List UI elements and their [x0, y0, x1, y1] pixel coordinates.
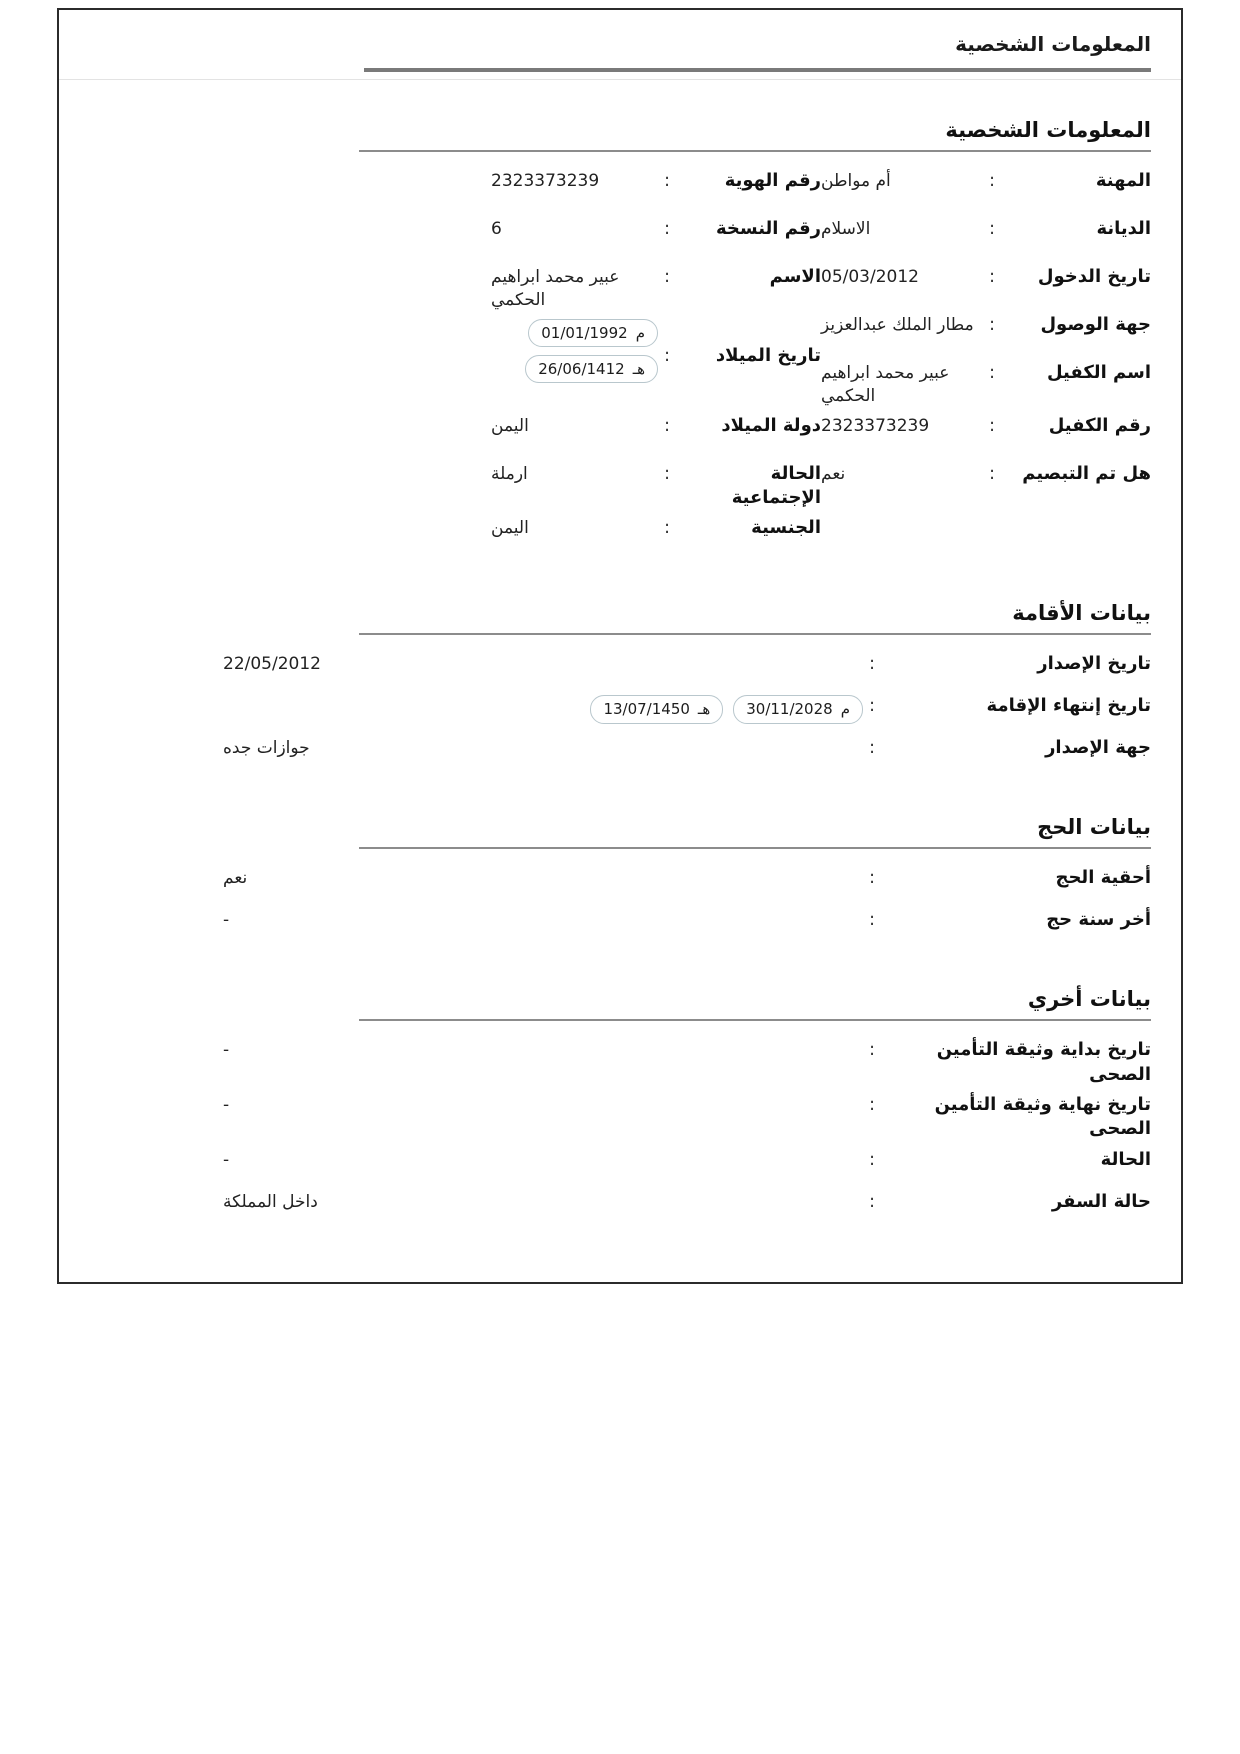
field-issue-date — [89, 649, 1151, 691]
birth-date-gregorian-chip — [528, 319, 658, 347]
field-birth-date — [491, 315, 821, 411]
field-value-marital-status: ارملة — [491, 463, 528, 484]
residency-expiry-hijri-tag: هـ — [697, 700, 711, 719]
section-hajj — [89, 815, 1151, 947]
field-religion — [821, 214, 1151, 262]
field-colon: : — [988, 218, 996, 239]
document-header — [59, 10, 1181, 80]
document-sheet — [57, 8, 1183, 1284]
field-label-arrival-point: جهة الوصول — [1040, 314, 1151, 335]
field-label-residency-expiry: تاريخ إنتهاء الإقامة — [986, 695, 1151, 717]
field-entry-date — [821, 262, 1151, 310]
field-issue-place — [89, 733, 1151, 775]
field-value-residency-expiry — [223, 694, 863, 723]
field-colon: : — [868, 695, 876, 717]
field-label-nationality: الجنسية — [751, 517, 821, 539]
field-occupation — [821, 166, 1151, 214]
field-colon: : — [988, 414, 996, 436]
field-colon: : — [868, 909, 876, 931]
birth-date-gregorian-value: 01/01/1992 — [541, 323, 628, 342]
personal-column-three — [821, 166, 1151, 561]
residency-expiry-hijri-chip — [590, 695, 723, 723]
field-value-occupation: أم مواطن — [821, 171, 891, 191]
birth-date-chips — [491, 319, 658, 384]
field-insurance-start — [89, 1035, 1151, 1090]
field-label-insurance-start: تاريخ بداية وثيقة التأمين الصحى — [936, 1039, 1151, 1085]
personal-fields-grid — [89, 166, 1151, 561]
header-title: المعلومات الشخصية — [955, 32, 1151, 56]
field-colon: : — [988, 314, 996, 335]
field-label-fingerprinted: هل تم التبصيم — [1022, 462, 1151, 484]
field-label-status: الحالة — [1100, 1148, 1151, 1170]
spacer — [89, 561, 1151, 595]
birth-date-hijri-chip — [525, 355, 658, 383]
section-other — [89, 987, 1151, 1228]
residency-expiry-gregorian-value: 30/11/2028 — [746, 700, 833, 719]
field-label-birth-country: دولة الميلاد — [721, 414, 821, 436]
field-insurance-end — [89, 1090, 1151, 1145]
section-title-hajj: بيانات الحج — [1037, 815, 1151, 840]
field-colon: : — [868, 1039, 876, 1061]
field-value-issue-place: جوازات جده — [223, 738, 310, 759]
field-label-insurance-end: تاريخ نهاية وثيقة التأمين الصحى — [934, 1094, 1151, 1140]
section-title-other: بيانات أخري — [1027, 987, 1151, 1012]
header-divider — [364, 68, 1151, 72]
field-arrival-point — [821, 310, 1151, 358]
field-colon: : — [663, 266, 671, 287]
field-colon: : — [988, 170, 996, 191]
birth-date-gregorian-tag: م — [635, 323, 645, 342]
field-label-sponsor-number: رقم الكفيل — [1048, 414, 1151, 436]
field-value-hajj-last-year: - — [223, 910, 230, 931]
field-value-status: - — [223, 1149, 230, 1170]
field-value-insurance-end: - — [223, 1095, 230, 1116]
field-label-hajj-eligibility: أحقية الحج — [1055, 867, 1151, 889]
section-divider-personal — [359, 150, 1151, 152]
field-status — [89, 1145, 1151, 1187]
field-colon: : — [988, 266, 996, 287]
field-label-travel-status: حالة السفر — [1051, 1190, 1151, 1212]
field-value-nationality: اليمن — [491, 518, 529, 539]
spacer — [89, 775, 1151, 809]
field-sponsor-number — [821, 411, 1151, 459]
field-label-birth-date: تاريخ الميلاد — [715, 344, 821, 366]
field-birth-country — [491, 411, 821, 459]
field-colon: : — [988, 362, 996, 383]
residency-expiry-gregorian-chip — [733, 695, 863, 723]
spacer — [89, 947, 1151, 981]
field-value-fingerprinted: نعم — [821, 463, 846, 484]
field-value-sponsor-number: 2323373239 — [821, 415, 930, 436]
field-label-religion: الديانة — [1096, 218, 1151, 239]
field-label-entry-date: تاريخ الدخول — [1037, 266, 1151, 287]
field-label-occupation: المهنة — [1095, 170, 1151, 191]
field-colon: : — [868, 653, 876, 675]
personal-column-two — [491, 166, 821, 561]
birth-date-hijri-tag: هـ — [632, 360, 645, 379]
residency-expiry-chips — [223, 695, 863, 723]
document-content — [59, 80, 1181, 1249]
field-value-arrival-point: مطار الملك عبدالعزيز — [821, 315, 974, 335]
field-hajj-eligibility — [89, 863, 1151, 905]
field-colon: : — [663, 517, 671, 539]
residency-expiry-hijri-value: 13/07/1450 — [603, 700, 690, 719]
field-colon: : — [868, 1148, 876, 1170]
field-value-entry-date: 05/03/2012 — [821, 267, 919, 287]
field-id-number — [491, 166, 821, 214]
field-colon: : — [868, 1190, 876, 1212]
field-label-id-number: رقم الهوية — [724, 170, 821, 191]
section-title-residency: بيانات الأقامة — [1012, 601, 1151, 626]
field-value-travel-status: داخل المملكة — [223, 1191, 318, 1212]
field-colon: : — [663, 414, 671, 436]
field-colon: : — [868, 737, 876, 759]
field-fingerprinted — [821, 459, 1151, 507]
field-label-issue-date: تاريخ الإصدار — [1037, 653, 1151, 675]
section-divider-residency — [359, 633, 1151, 635]
field-copy-number — [491, 214, 821, 262]
field-value-sponsor-name: عبير محمد ابراهيم الحكمي — [821, 363, 950, 406]
section-divider-other — [359, 1019, 1151, 1021]
field-colon: : — [868, 867, 876, 889]
field-value-name: عبير محمد ابراهيم الحكمي — [491, 267, 620, 310]
residency-expiry-gregorian-tag: م — [840, 700, 850, 719]
field-label-sponsor-name: اسم الكفيل — [1046, 362, 1151, 383]
birth-date-hijri-value: 26/06/1412 — [538, 360, 625, 379]
field-label-marital-status: الحالة الإجتماعية — [731, 462, 821, 509]
field-label-name: الاسم — [769, 266, 821, 287]
section-personal-information — [89, 118, 1151, 561]
field-value-id-number: 2323373239 — [491, 171, 600, 191]
field-label-hajj-last-year: أخر سنة حج — [1046, 909, 1151, 931]
field-colon: : — [663, 344, 671, 366]
field-hajj-last-year — [89, 905, 1151, 947]
field-name — [491, 262, 821, 315]
field-value-insurance-start: - — [223, 1040, 230, 1061]
field-colon: : — [663, 462, 671, 484]
field-residency-expiry — [89, 691, 1151, 733]
field-label-copy-number: رقم النسخة — [715, 218, 821, 239]
field-value-birth-country: اليمن — [491, 415, 529, 436]
section-residency — [89, 601, 1151, 775]
field-colon: : — [868, 1094, 876, 1116]
field-marital-status — [491, 459, 821, 514]
field-sponsor-name — [821, 358, 1151, 411]
field-value-hajj-eligibility: نعم — [223, 868, 248, 889]
field-value-issue-date: 22/05/2012 — [223, 654, 321, 675]
field-colon: : — [663, 170, 671, 191]
field-travel-status — [89, 1187, 1151, 1229]
field-label-issue-place: جهة الإصدار — [1045, 737, 1151, 759]
field-colon: : — [663, 218, 671, 239]
section-divider-hajj — [359, 847, 1151, 849]
field-value-religion: الاسلام — [821, 219, 871, 239]
field-nationality — [491, 513, 821, 561]
field-value-birth-date — [491, 318, 658, 384]
field-value-copy-number: 6 — [491, 219, 502, 239]
section-title-personal: المعلومات الشخصية — [945, 118, 1151, 142]
field-colon: : — [988, 462, 996, 484]
